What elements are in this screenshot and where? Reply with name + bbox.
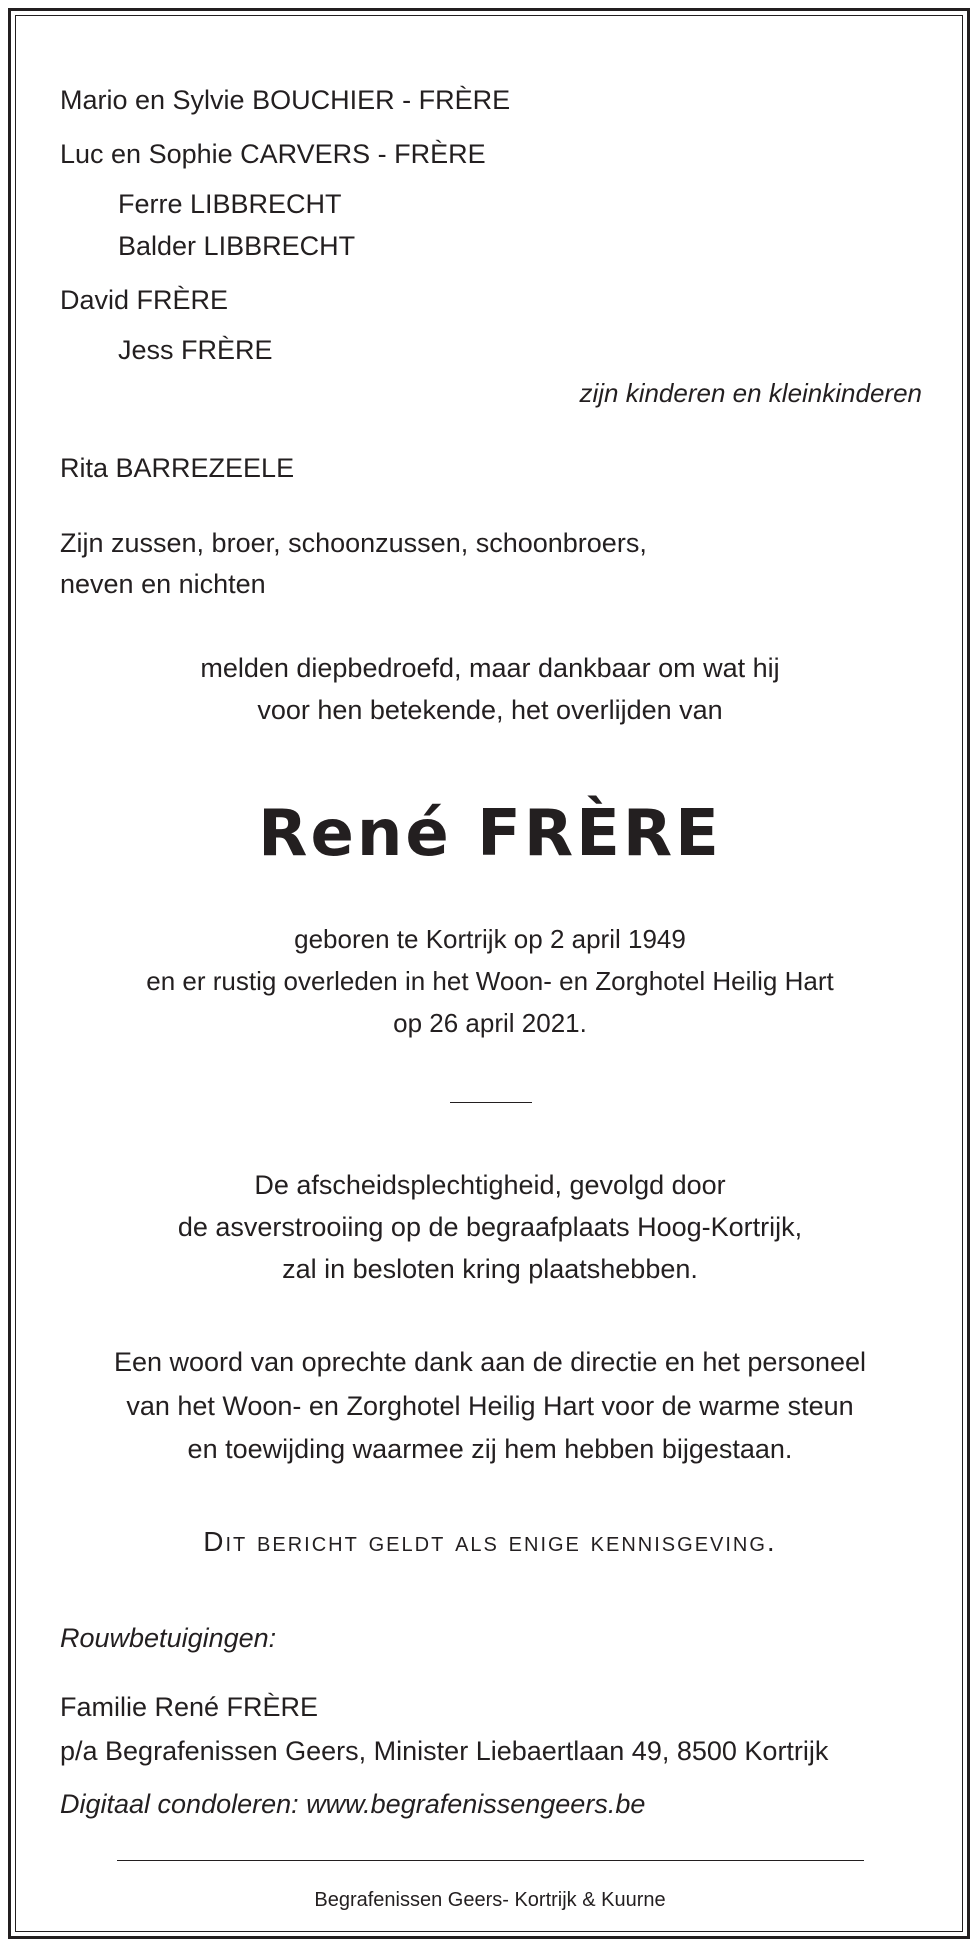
death-line-1: en er rustig overleden in het Woon- en Zorghotel Heilig Hart [146, 966, 834, 996]
family-line-david: David FRÈRE [60, 285, 229, 315]
deceased-name: René FRÈRE [258, 797, 722, 871]
condolences-address: p/a Begrafenissen Geers, Minister Liebaertlaan 49, 8500 Kortrijk [60, 1736, 829, 1766]
announcement-line-1: melden diepbedroefd, maar dankbaar om wat hij [200, 653, 780, 683]
footer-credit: Begrafenissen Geers- Kortrijk & Kuurne [314, 1889, 666, 1911]
family-line-bouchier: Mario en Sylvie BOUCHIER - FRÈRE [60, 85, 511, 115]
siblings-line-1: Zijn zussen, broer, schoonzussen, schoonbroers, [60, 528, 647, 558]
relation-note: zijn kinderen en kleinkinderen [579, 378, 922, 408]
siblings-line-2: neven en nichten [60, 569, 266, 599]
ceremony-line-1: De afscheidsplechtigheid, gevolgd door [254, 1170, 726, 1200]
ceremony-line-3: zal in besloten kring plaatshebben. [282, 1254, 698, 1284]
grandchild-balder: Balder LIBBRECHT [118, 231, 356, 261]
condolences-heading: Rouwbetuigingen: [60, 1623, 277, 1653]
notice-line: Dit bericht geldt als enige kennisgeving. [203, 1526, 777, 1557]
section-divider [450, 1102, 532, 1103]
thanks-line-2: van het Woon- en Zorghotel Heilig Hart voor de warme steun [126, 1391, 854, 1421]
family-line-carvers: Luc en Sophie CARVERS - FRÈRE [60, 139, 486, 169]
death-line-2: op 26 april 2021. [393, 1008, 587, 1038]
partner-name: Rita BARREZEELE [60, 453, 295, 483]
ceremony-line-2: de asverstrooiing op de begraafplaats Hoog-Kortrijk, [177, 1212, 803, 1242]
birth-line: geboren te Kortrijk op 2 april 1949 [294, 924, 686, 954]
grandchild-jess: Jess FRÈRE [118, 335, 273, 365]
announcement-line-2: voor hen betekende, het overlijden van [257, 695, 723, 725]
thanks-line-3: en toewijding waarmee zij hem hebben bijgestaan. [187, 1434, 793, 1464]
footer-divider [117, 1860, 864, 1861]
condolences-recipient: Familie René FRÈRE [60, 1692, 319, 1722]
online-condolence-link[interactable]: Digitaal condoleren: www.begrafenissengeers.be [60, 1789, 646, 1819]
thanks-line-1: Een woord van oprechte dank aan de directie en het personeel [113, 1347, 867, 1377]
grandchild-ferre: Ferre LIBBRECHT [118, 189, 342, 219]
